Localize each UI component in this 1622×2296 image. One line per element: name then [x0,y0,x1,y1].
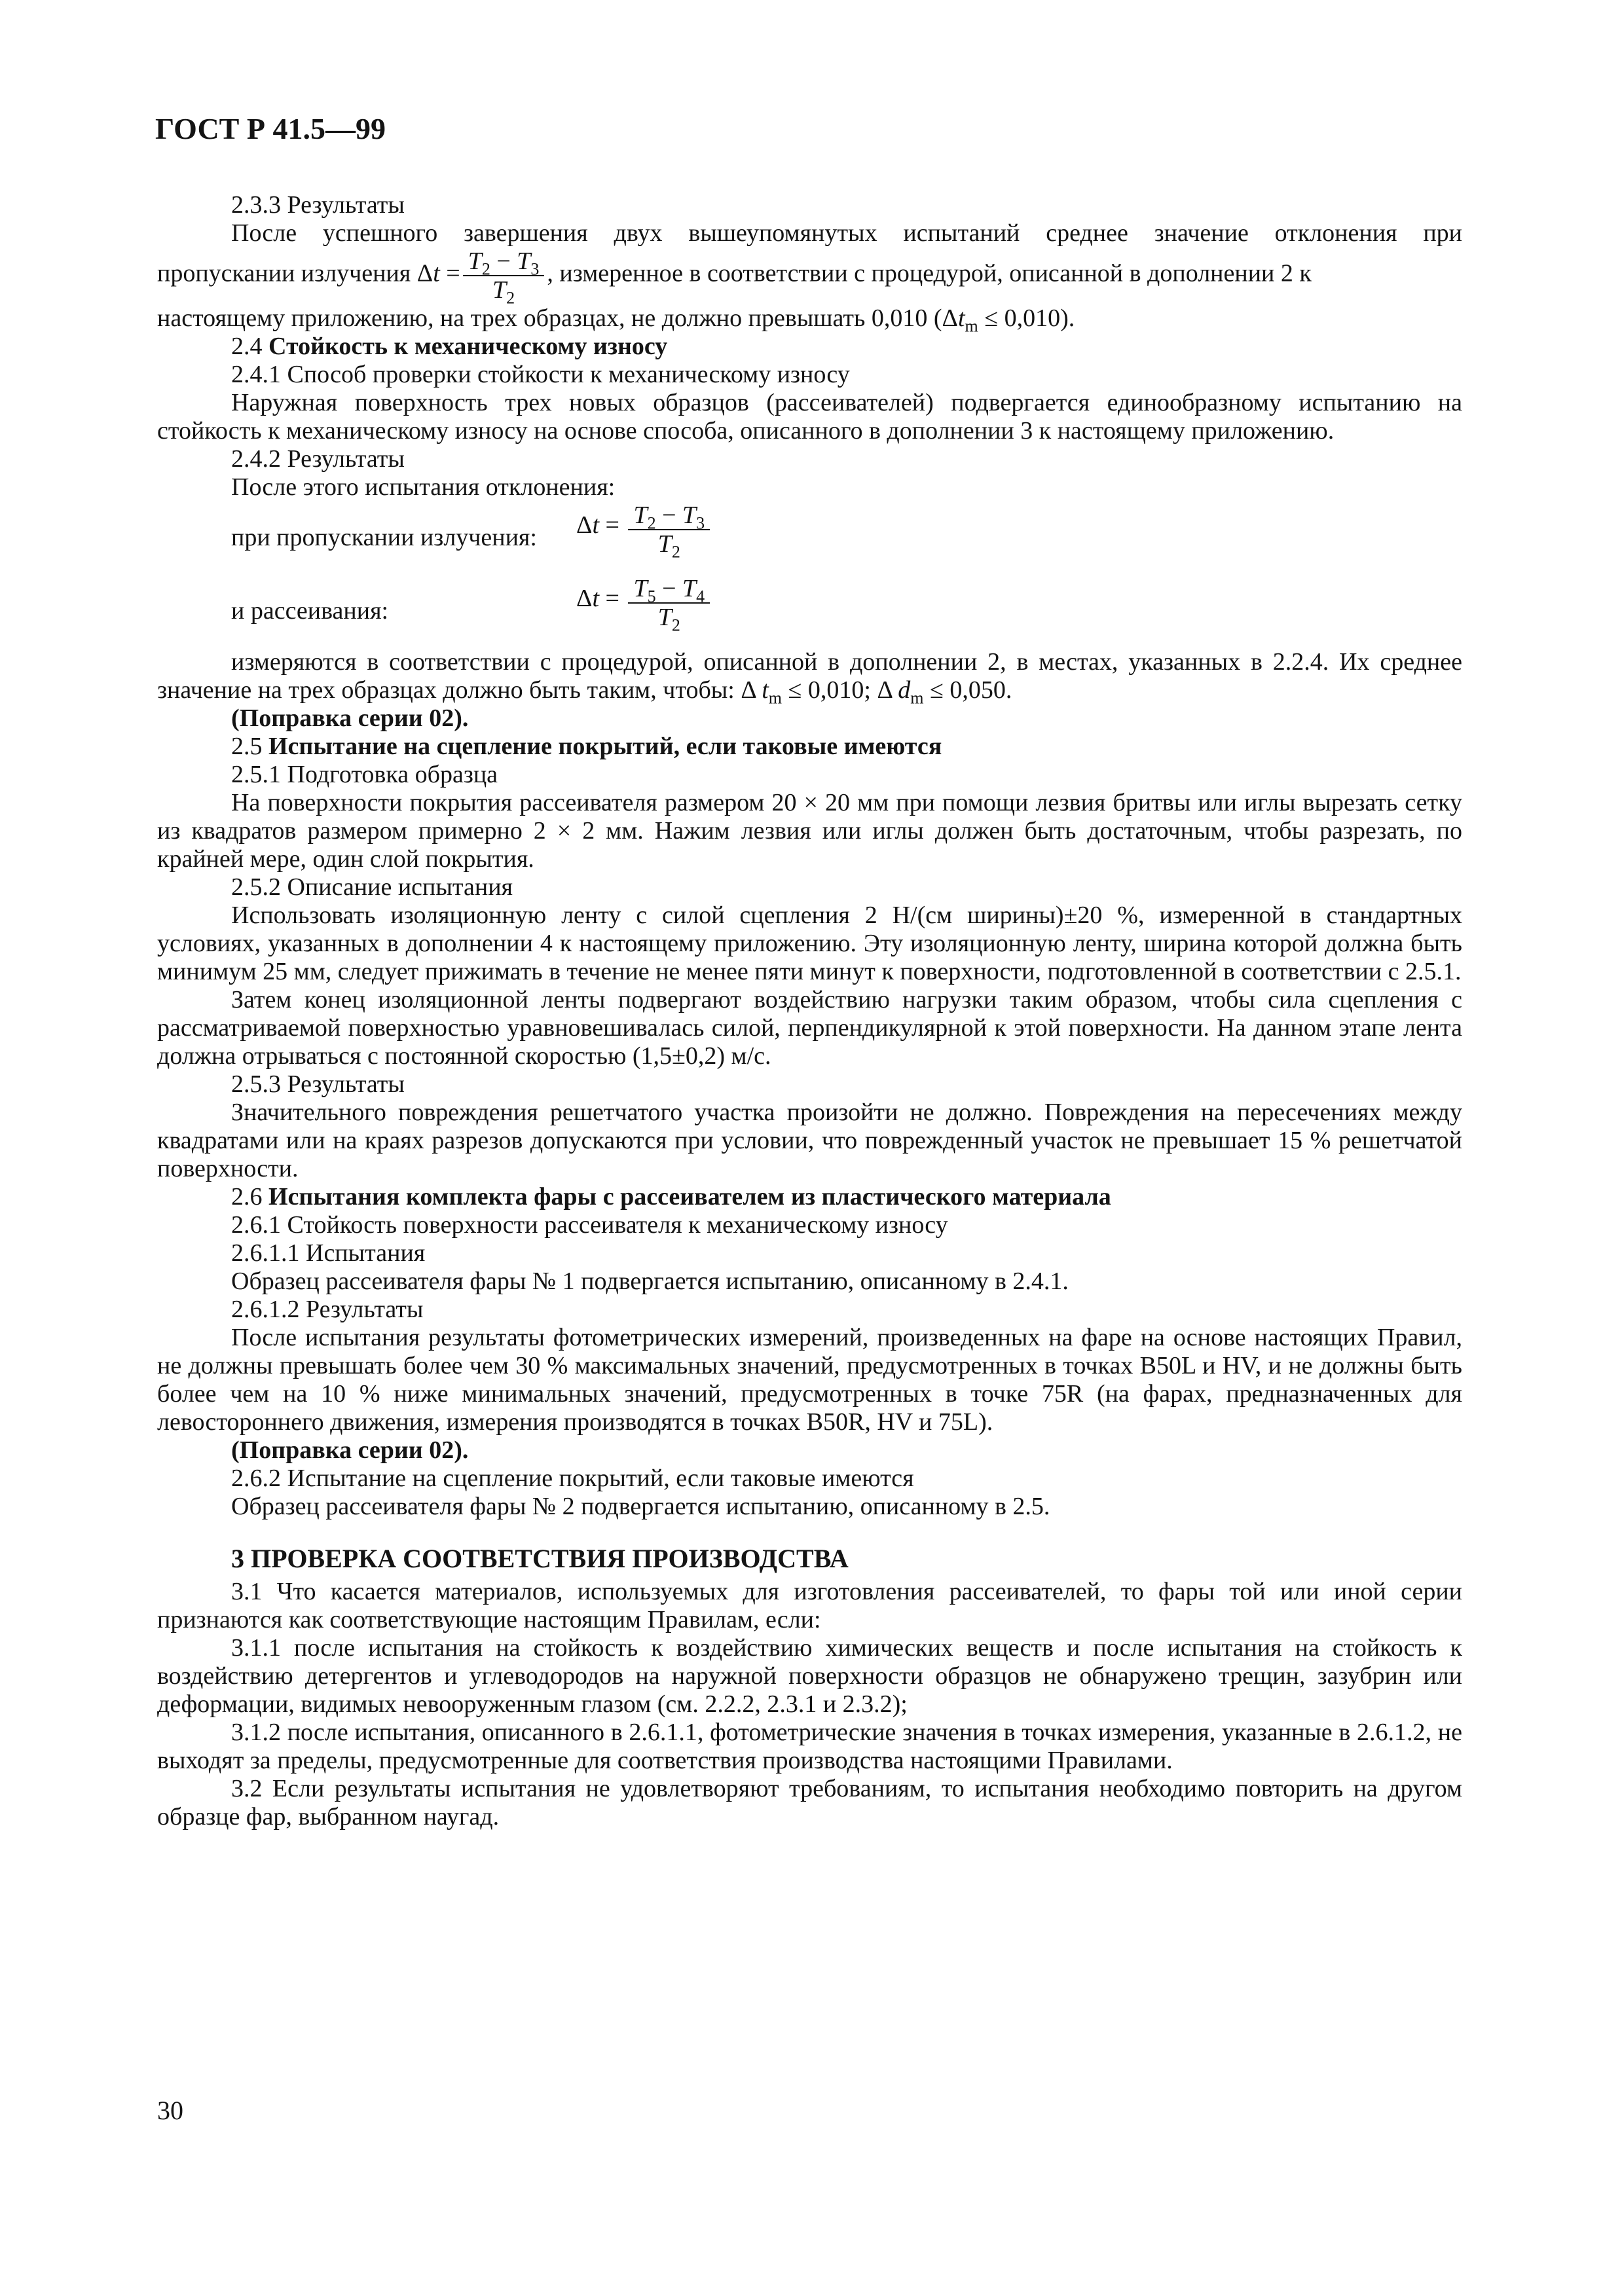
section-2-5-2-text-2: Затем конец изоляционной ленты подвергают воздействию нагрузки таким образом, чтобы сила сцепления с рассматриваемой поверхностью уравновешивалась силой, перпендикулярной к этой поверхности. На данном этапе лента должна отрываться с постоянной скоростью (1,5±0,2) м/с. [157,986,1462,1070]
section-2-6-1-1-heading: 2.6.1.1 Испытания [231,1239,426,1267]
section-3-2-text: 3.2 Если результаты испытания не удовлетворяют требованиям, то испытания необходимо повторить на другом образце фар, выбранном наугад. [157,1775,1462,1831]
section-2-6-heading: 2.6 Испытания комплекта фары с рассеивателем из пластического материала [231,1183,1111,1211]
section-2-4-1-text: Наружная поверхность трех новых образцов (рассеивателей) подвергается единообразному испытанию на стойкость к механическому износу на основе способа, описанного в дополнении 3 к настоящему приложению. [157,389,1462,445]
section-2-3-3-formula-line: пропускании излучения Δt = $\frac{T_2 - T_3}{T_2}$ , измеренное в соответствии с процедурой, описанной в дополнении 2 к [157,247,1312,308]
section-2-4-2-text-1: После этого испытания отклонения: [231,473,616,501]
section-2-4-1-heading: 2.4.1 Способ проверки стойкости к механическому износу [231,361,850,388]
page-number: 30 [157,2096,183,2125]
section-2-6-1-2-text: После испытания результаты фотометрических измерений, произведенных на фаре на основе настоящих Правил, не должны превышать более чем 30 % максимальных значений, предусмотренных в точках B50L и HV, и не должны быть более чем на 10 % ниже минимальных значений, предусмотренных в точке 75R (на фарах, предназначенных для левостороннего движения, измерения производятся в точках B50R, HV и 75L). [157,1324,1462,1436]
section-2-5-1-text: На поверхности покрытия рассеивателя размером 20 × 20 мм при помощи лезвия бритвы или иглы вырезать сетку из квадратов размером примерно 2 × 2 мм. Нажим лезвия или иглы должен быть достаточным, чтобы разрезать, по крайней мере, один слой покрытия. [157,789,1462,873]
section-2-6-1-1-text: Образец рассеивателя фары № 1 подвергается испытанию, описанному в 2.4.1. [231,1267,1069,1295]
formula-transmission: при пропускании излучения: Δt = $\frac{T_2 - T_3}{T_2}$ [157,501,1462,575]
section-3-title: 3 ПРОВЕРКА СООТВЕТСТВИЯ ПРОИЗВОДСТВА [231,1544,849,1573]
section-2-4-heading: 2.4 Стойкость к механическому износу [231,333,668,360]
section-2-6-2-text: Образец рассеивателя фары № 2 подвергается испытанию, описанному в 2.5. [231,1493,1050,1520]
section-2-5-2-heading: 2.5.2 Описание испытания [231,873,513,901]
section-2-5-1-heading: 2.5.1 Подготовка образца [231,761,498,788]
amendment-note-2: (Поправка серии 02). [231,1436,469,1464]
section-2-5-3-heading: 2.5.3 Результаты [231,1070,405,1098]
section-3-1-1-text: 3.1.1 после испытания на стойкость к воздействию химических веществ и после испытания на стойкость к воздействию детергентов и углеводородов на наружной поверхности образцов не обнаружено трещин, зазубрин или деформации, видимых невооруженным глазом (см. 2.2.2, 2.3.1 и 2.3.2); [157,1634,1462,1718]
section-3-1-2-text: 3.1.2 после испытания, описанного в 2.6.1.1, фотометрические значения в точках измерения, указанные в 2.6.1.2, не выходят за пределы, предусмотренные для соответствия производства настоящими Правилами. [157,1719,1462,1774]
section-2-3-3-text-1: После успешного завершения двух вышеупомянутых испытаний среднее значение отклонения при [231,219,1462,247]
section-2-4-2-heading: 2.4.2 Результаты [231,445,405,473]
document-header: ГОСТ Р 41.5—99 [155,112,386,145]
section-2-3-3-text-3: настоящему приложению, на трех образцах, не должно превышать 0,010 $(\Delta t_m \le 0,010)$. [157,304,1075,336]
section-2-6-1-heading: 2.6.1 Стойкость поверхности рассеивателя к механическому износу [231,1211,948,1239]
section-2-4-2-text-2: измеряются в соответствии с процедурой, описанной в дополнении 2, в местах, указанных в 2.2.4. Их среднее значение на трех образцах должно быть таким, чтобы: Δ $t_m \le 0,010$; Δ $d_m \le 0,050$. [157,648,1462,708]
section-2-6-1-2-heading: 2.6.1.2 Результаты [231,1296,424,1323]
section-2-3-3-heading: 2.3.3 Результаты [231,191,405,219]
section-3-1-text: 3.1 Что касается материалов, используемых для изготовления рассеивателей, то фары той или иной серии признаются как соответствующие настоящим Правилам, если: [157,1578,1462,1633]
section-2-5-3-text: Значительного повреждения решетчатого участка произойти не должно. Повреждения на пересечениях между квадратами или на краях разрезов допускаются при условии, что поврежденный участок не превышает 15 % решетчатой поверхности. [157,1099,1462,1182]
document-body [157,191,1462,1831]
formula-diffusion: и рассеивания: Δt = $\frac{T_5 - T_4}{T_2}$ [157,575,1462,648]
section-2-5-heading: 2.5 Испытание на сцепление покрытий, если таковые имеются [231,733,942,760]
section-2-6-2-heading: 2.6.2 Испытание на сцепление покрытий, если таковые имеются [231,1465,914,1492]
section-2-5-2-text-1: Использовать изоляционную ленту с силой сцепления 2 Н/(см ширины)±20 %, измеренной в стандартных условиях, указанных в дополнении 4 к настоящему приложению. Эту изоляционную ленту, ширина которой должна быть минимум 25 мм, следует прижимать в течение не менее пяти минут к поверхности, подготовленной в соответствии с 2.5.1. [157,902,1462,985]
amendment-note-1: (Поправка серии 02). [231,704,469,732]
fraction-t2-t3-over-t2: $\frac{T_2 - T_3}{T_2}$ [463,247,545,304]
